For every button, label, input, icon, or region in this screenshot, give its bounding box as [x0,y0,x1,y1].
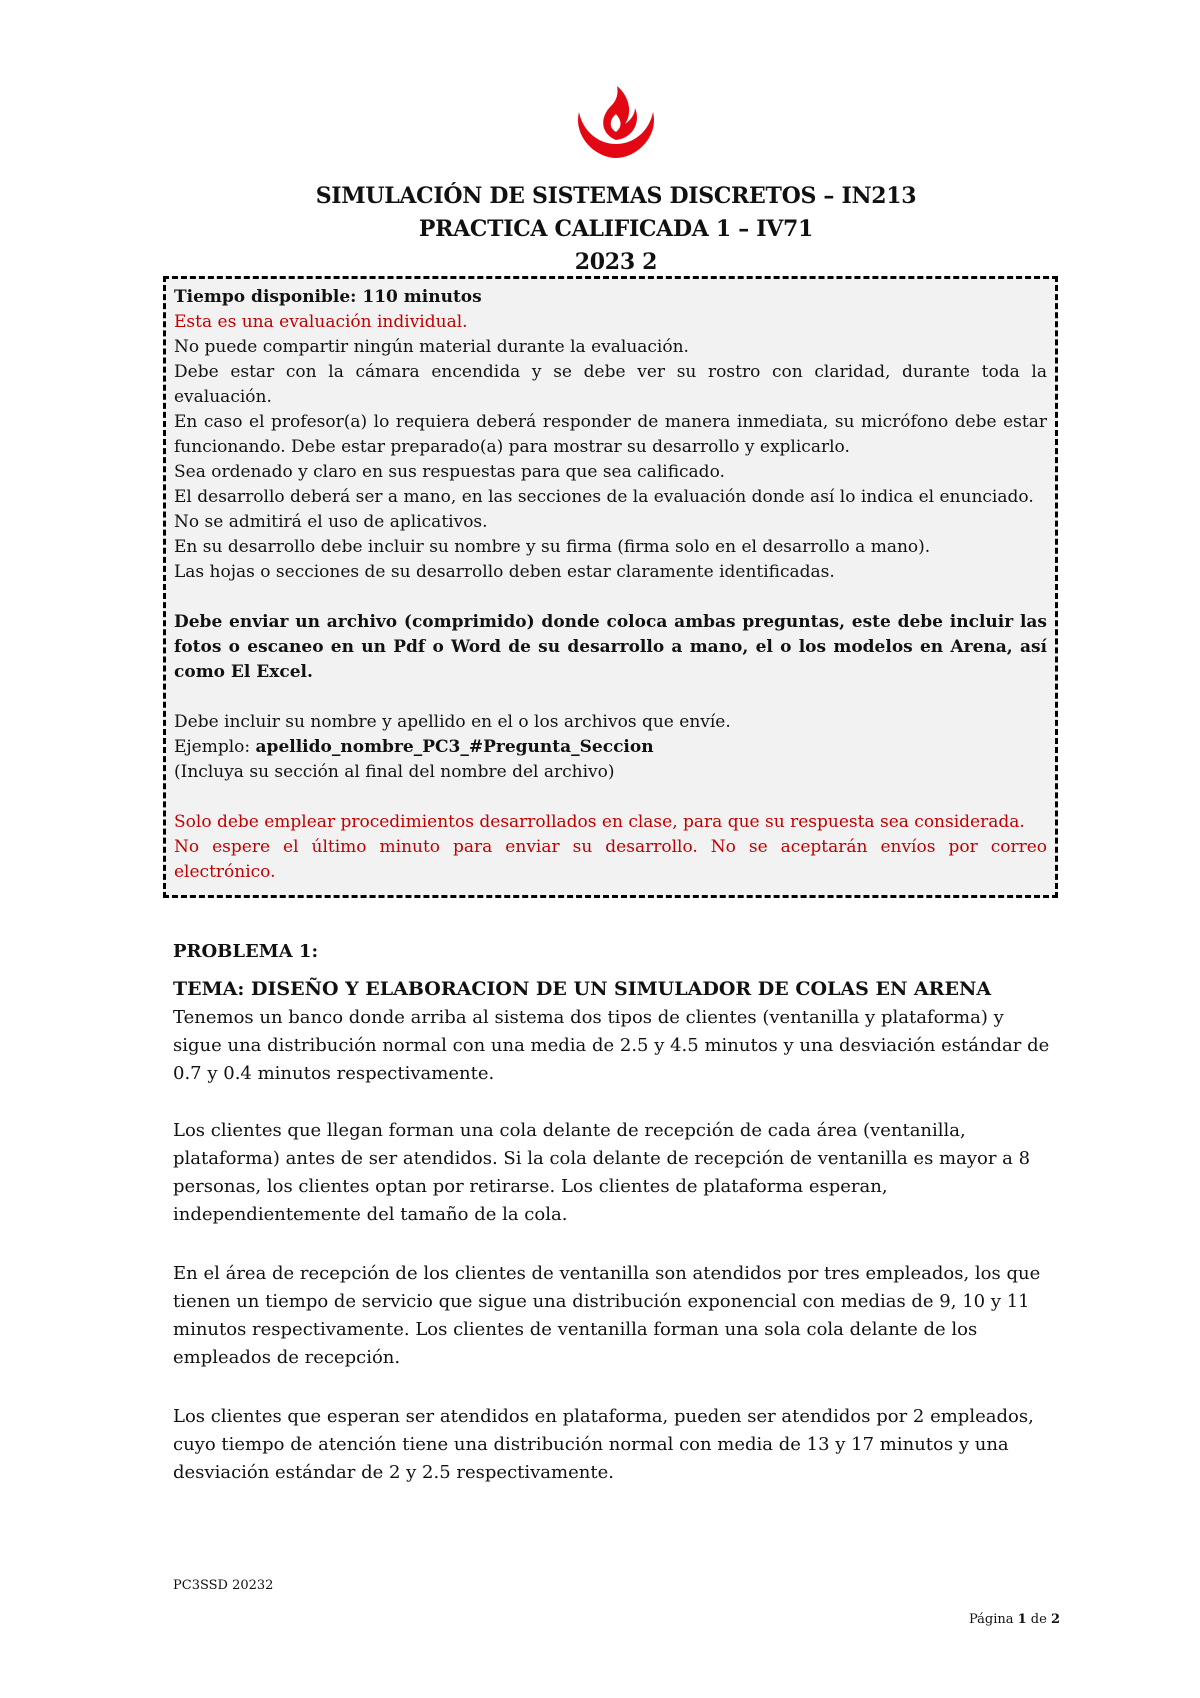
example-label: Ejemplo: [174,737,256,757]
send-file-rule: Debe enviar un archivo (comprimido) donde coloca ambas preguntas, este debe incluir las fotos o escaneo en un Pdf o Word de su desarrollo a mano, el o los modelos en Arena, así como El Excel. [174,612,1047,682]
example-line [174,735,1047,760]
problem-heading: PROBLEMA 1: [173,941,319,962]
section-note: (Incluya su sección al final del nombre del archivo) [174,762,615,782]
page-current: 1 [1017,1612,1027,1627]
sheets-rule: Las hojas o secciones de su desarrollo deben estar claramente identificadas. [174,562,835,582]
respond-rule: En caso el profesor(a) lo requiera deberá responder de manera inmediata, su micrófono debe estar funcionando. Debe estar preparado(a) para mostrar su desarrollo y explicarlo. [174,412,1047,457]
by-hand-rule: El desarrollo deberá ser a mano, en las secciones de la evaluación donde así lo indica el enunciado. [174,487,1034,507]
page-word: Página [968,1612,1018,1627]
exam-title: PRACTICA CALIFICADA 1 – IV71 [418,216,814,242]
exam-period: 2023 2 [574,249,658,275]
procedures-rule: Solo debe emplear procedimientos desarrollados en clase, para que su respuesta sea considerada. [174,812,1025,832]
footer-code: PC3SSD 20232 [173,1578,274,1593]
no-apps-rule: No se admitirá el uso de aplicativos. [174,512,488,532]
of-word: de [1026,1612,1051,1627]
last-minute-rule: No espere el último minuto para enviar su desarrollo. No se aceptarán envíos por correo electrónico. [174,837,1047,882]
problem-paragraph-1: Tenemos un banco donde arriba al sistema dos tipos de clientes (ventanilla y plataforma) y sigue una distribución normal con una media de 2.5 y 4.5 minutos y una desviación estándar de 0.7 y 0.4 minutos respectivamente. [173,1007,1050,1084]
individual-notice: Esta es una evaluación individual. [174,312,468,332]
time-available: Tiempo disponible: 110 minutos [174,287,482,307]
page-total: 2 [1050,1612,1060,1627]
problem-paragraph-2: Los clientes que llegan forman una cola delante de recepción de cada área (ventanilla, plataforma) antes de ser atendidos. Si la cola delante de recepción de ventanilla es mayor a 8 personas, los clientes optan por retirarse. Los clientes de plataforma esperan, independientemente del tamaño de la cola. [173,1120,1031,1225]
no-share-rule: No puede compartir ningún material durante la evaluación. [174,337,689,357]
name-sign-rule: En su desarrollo debe incluir su nombre y su firma (firma solo en el desarrollo a mano). [174,537,931,557]
camera-rule: Debe estar con la cámara encendida y se debe ver su rostro con claridad, durante toda la evaluación. [174,362,1047,407]
problem-topic: TEMA: DISEÑO Y ELABORACION DE UN SIMULADOR DE COLAS EN ARENA [173,978,992,1000]
problem-paragraph-3: En el área de recepción de los clientes de ventanilla son atendidos por tres empleados, los que tienen un tiempo de servicio que sigue una distribución exponencial con medias de 9, 10 y 11 minutos respectivamente. Los clientes de ventanilla forman una sola cola delante de los empleados de recepción. [173,1263,1041,1368]
problem-paragraph-4: Los clientes que esperan ser atendidos en plataforma, pueden ser atendidos por 2 empleados, cuyo tiempo de atención tiene una distribución normal con media de 13 y 17 minutos y una desviación estándar de 2 y 2.5 respectivamente. [173,1406,1034,1483]
course-title: SIMULACIÓN DE SISTEMAS DISCRETOS – IN213 [315,183,917,209]
university-logo [571,82,661,160]
include-name-rule: Debe incluir su nombre y apellido en el o los archivos que envíe. [174,712,731,732]
page-number [969,1612,1060,1627]
example-value: apellido_nombre_PC3_#Pregunta_Seccion [255,737,654,757]
instructions-box [163,276,1058,898]
ordered-rule: Sea ordenado y claro en sus respuestas para que sea calificado. [174,462,725,482]
